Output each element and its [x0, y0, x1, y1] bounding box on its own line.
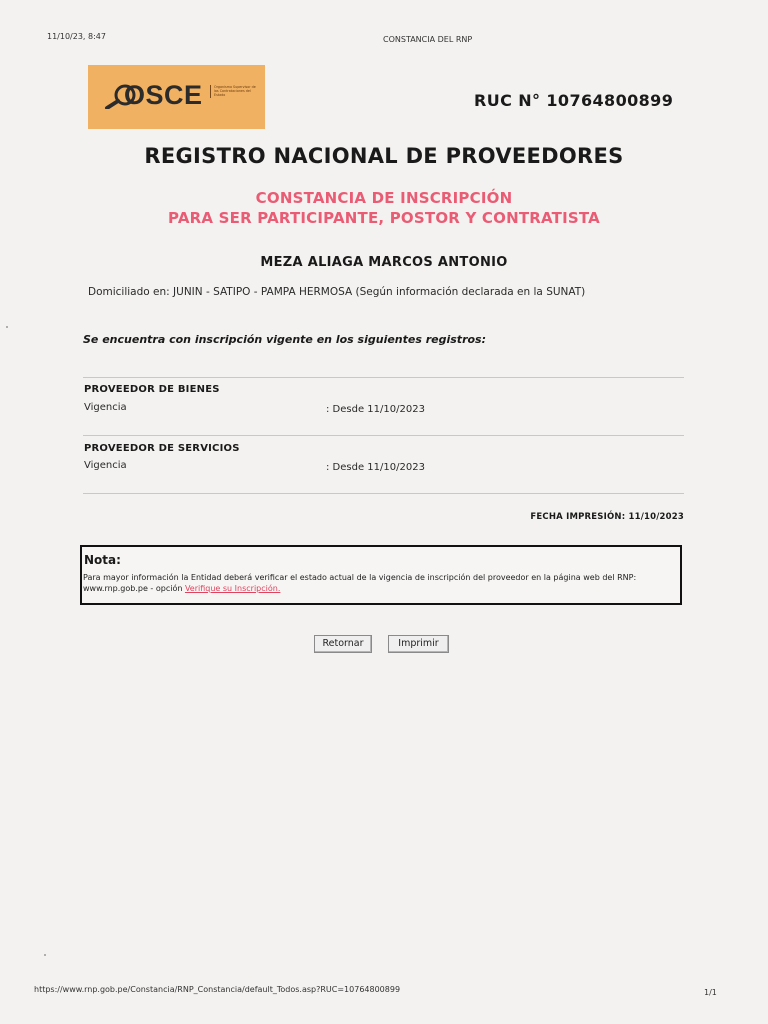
registrations-intro: Se encuentra con inscripción vigente en los siguientes registros: — [83, 333, 486, 346]
scan-speck — [44, 954, 46, 956]
registration-label: Vigencia — [84, 460, 127, 471]
logo-brand: OSCE — [124, 80, 203, 110]
print-footer-page: 1/1 — [704, 988, 717, 997]
ruc-number: RUC N° 10764800899 — [474, 91, 674, 110]
note-box — [80, 545, 682, 605]
print-doc-title: CONSTANCIA DEL RNP — [383, 35, 473, 44]
registration-title: PROVEEDOR DE SERVICIOS — [84, 443, 240, 454]
registration-value: : Desde 11/10/2023 — [326, 462, 425, 473]
note-title: Nota: — [84, 553, 121, 567]
divider — [83, 493, 684, 494]
registration-label: Vigencia — [84, 402, 127, 413]
print-button[interactable]: Imprimir — [388, 635, 449, 653]
verify-inscription-link[interactable]: Verifique su Inscripción. — [184, 584, 281, 593]
divider — [83, 435, 684, 436]
logo-tagline: Organismo Supervisor de las Contrataciones del Estado — [210, 85, 258, 98]
return-button[interactable]: Retornar — [314, 635, 372, 653]
print-footer-url: https://www.rnp.gob.pe/Constancia/RNP_Constancia/default_Todos.asp?RUC=10764800899 — [34, 985, 401, 994]
divider — [83, 377, 684, 378]
registration-value: : Desde 11/10/2023 — [326, 404, 425, 415]
osce-logo — [88, 65, 265, 129]
subtitle-line-1: CONSTANCIA DE INSCRIPCIÓN — [255, 189, 513, 207]
domicile-text: Domiciliado en: JUNIN - SATIPO - PAMPA HERMOSA (Según información declarada en la SUNAT) — [88, 286, 586, 298]
page-title: REGISTRO NACIONAL DE PROVEEDORES — [144, 144, 624, 168]
note-text — [83, 572, 673, 594]
print-date: FECHA IMPRESIÓN: 11/10/2023 — [530, 512, 684, 522]
provider-name: MEZA ALIAGA MARCOS ANTONIO — [260, 255, 508, 270]
subtitle-line-2: PARA SER PARTICIPANTE, POSTOR Y CONTRATISTA — [168, 209, 600, 227]
note-body: Para mayor información la Entidad deberá verificar el estado actual de la vigencia de inscripción del proveedor en la página web del RNP: www.rnp.gob.pe - opción — [83, 573, 637, 593]
print-datetime: 11/10/23, 8:47 — [47, 32, 106, 41]
scan-speck — [6, 326, 8, 328]
registration-title: PROVEEDOR DE BIENES — [84, 384, 220, 395]
